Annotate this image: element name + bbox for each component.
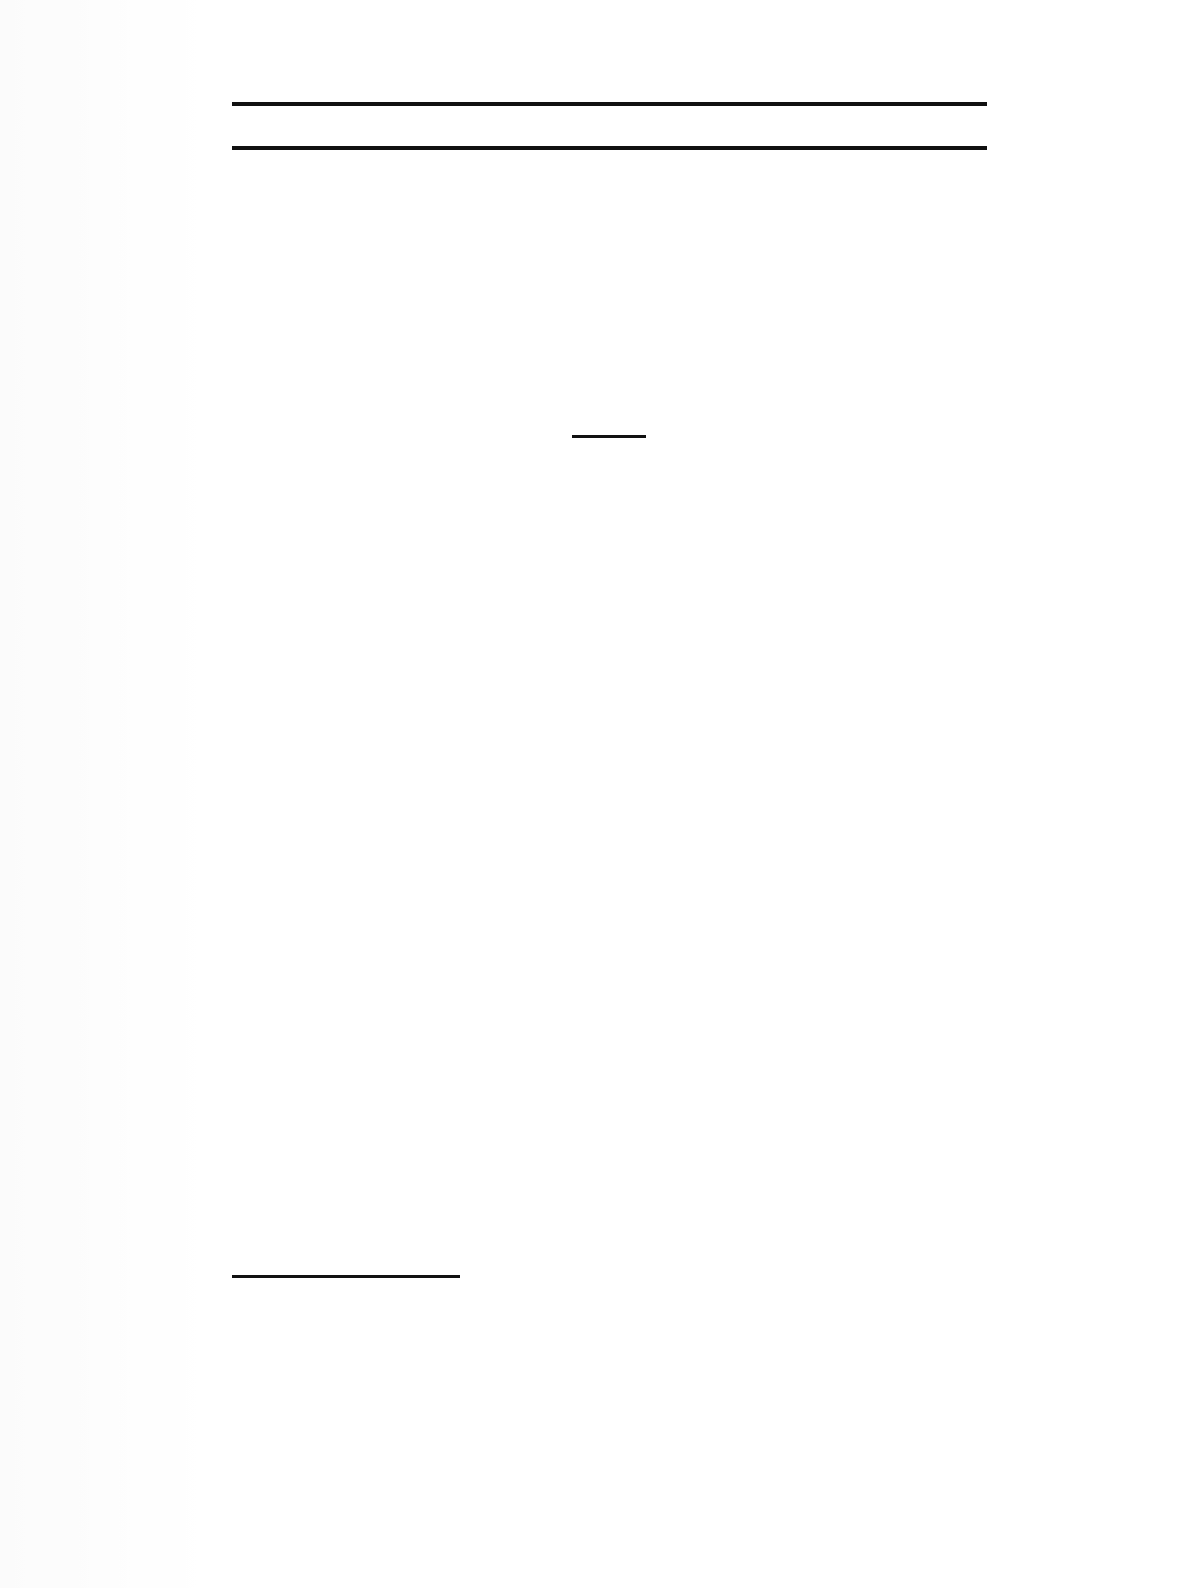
text-line [232,1126,988,1159]
text-line [232,893,988,926]
text-line [232,661,988,694]
title-rule [572,435,646,438]
text-line [232,628,988,661]
text-line [232,562,988,595]
text-line [232,794,988,827]
text-line [232,595,988,628]
text-line [232,1059,988,1092]
text-line [232,860,988,893]
text-line [232,1225,988,1258]
text-line [232,1192,988,1225]
footnote-rule [232,1275,460,1278]
text-line [232,827,988,860]
ornament-upper-bar [232,102,987,106]
text-line [232,927,988,960]
body-text [232,462,988,1292]
text-line [232,1093,988,1126]
ornament-lower-bar [232,146,987,150]
text-line [232,495,988,528]
text-line [232,761,988,794]
footnote-line [232,1326,988,1354]
decorative-header-ornament [232,88,987,162]
footnote-line [232,1354,988,1382]
text-line [232,528,988,561]
text-line [232,728,988,761]
footnote-line [232,1298,988,1326]
page-margin [0,0,210,1588]
text-line [232,1159,988,1192]
text-line [232,694,988,727]
text-line [232,960,988,993]
text-line [232,1026,988,1059]
text-line [232,993,988,1026]
text-line [232,462,988,495]
footnote [232,1298,988,1382]
